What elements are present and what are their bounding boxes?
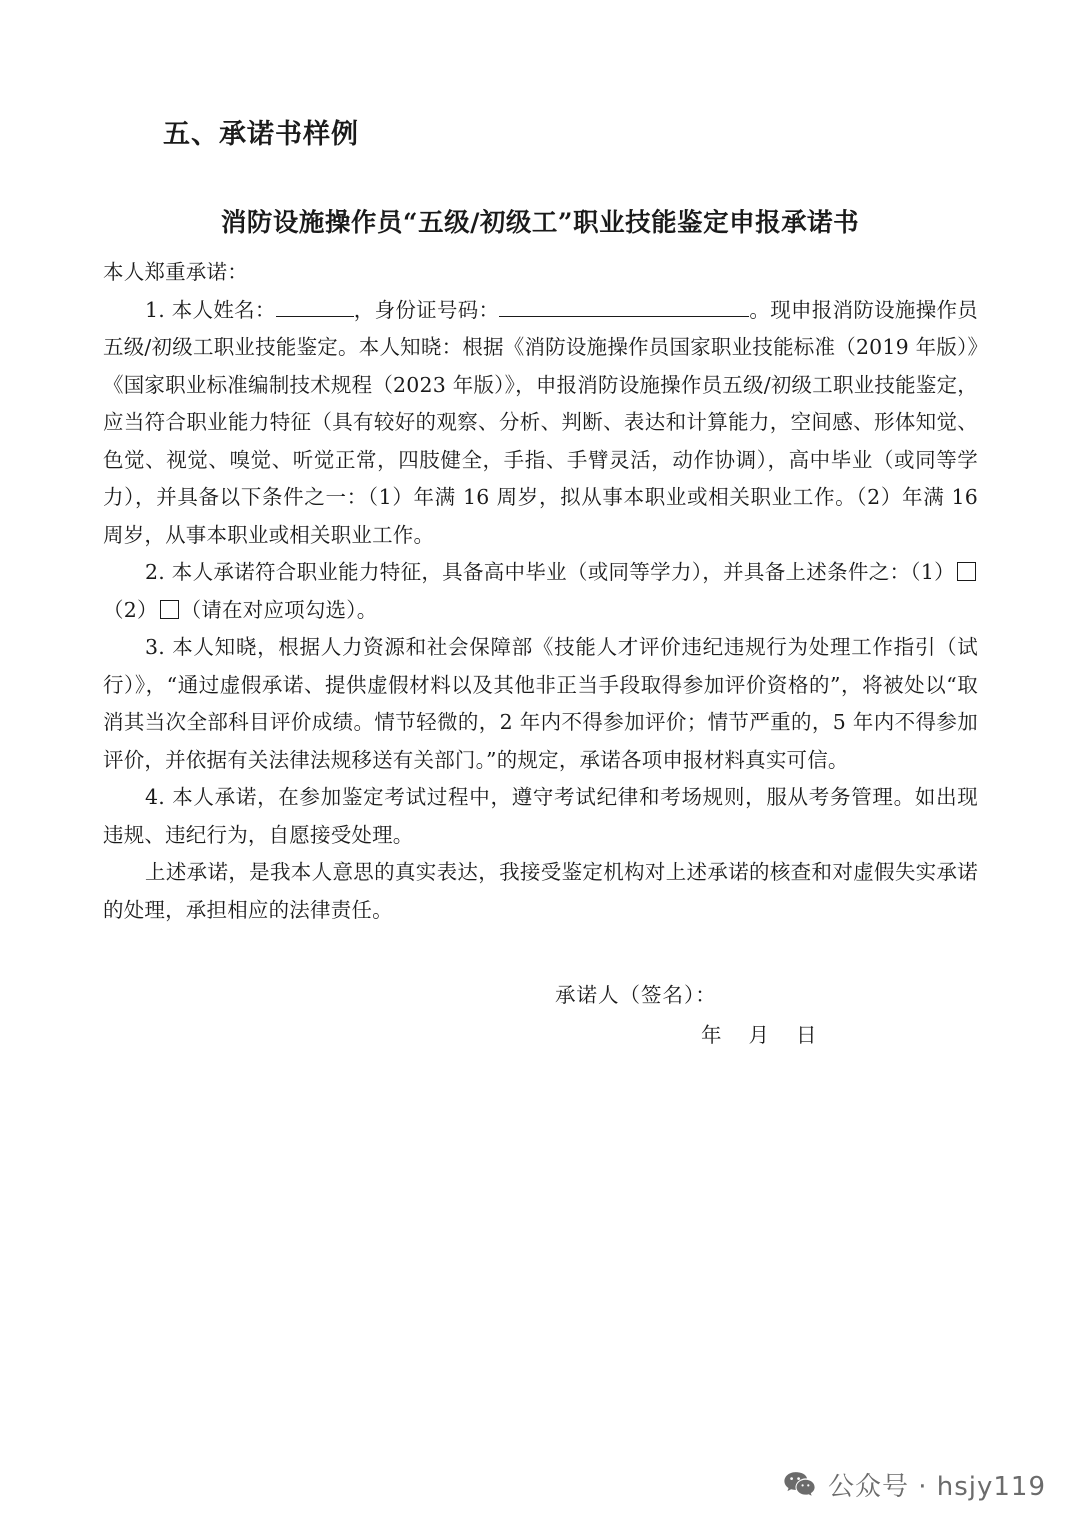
closing-paragraph: 上述承诺，是我本人意思的真实表达，我接受鉴定机构对上述承诺的核查和对虚假失实承诺的处理，承担相应的法律责任。: [103, 860, 978, 922]
wechat-icon: [782, 1468, 816, 1502]
clause-1-text-b: ，身份证号码：: [353, 297, 500, 322]
clause-2-text-a: 2. 本人承诺符合职业能力特征，具备高中毕业（或同等学力），并具备上述条件之：（1）: [145, 560, 955, 584]
date-year-label: 年: [701, 1023, 723, 1047]
clause-1: [103, 292, 978, 555]
clause-4: 4. 本人承诺，在参加鉴定考试过程中，遵守考试纪律和考场规则，服从考务管理。如出现违规、违纪行为，自愿接受处理。: [103, 785, 978, 847]
name-blank-field[interactable]: [276, 297, 354, 317]
section-heading: 五、承诺书样例: [163, 119, 359, 150]
document-title: 消防设施操作员“五级/初级工”职业技能鉴定申报承诺书: [220, 208, 860, 238]
clause-1-text-a: 1. 本人姓名：: [145, 297, 276, 322]
document-body: [103, 254, 978, 929]
watermark: [782, 1466, 1046, 1503]
clause-2-text-b: （2）: [103, 597, 158, 622]
clause-2-text-c: （请在对应项勾选）。: [180, 597, 378, 622]
checkbox-option-1[interactable]: [957, 562, 976, 581]
clause-1-text-c: 。现申报消防设施操作员五级/初级工职业技能鉴定。本人知晓：根据《消防设施操作员国家职业技能标准（2019 年版）》《国家职业标准编制技术规程（2023 年版）》，申报消防设施操作员五级/初级工职业技能鉴定，应当符合职业能力特征（具有较好的观察、分析、判断、表达和计算能力，空间感、形体知觉、色觉、视觉、嗅觉、听觉正常，四肢健全，手指、手臂灵活，动作协调），高中毕业（或同等学力），并具备以下条件之一：（1）年满 16 周岁，拟从事本职业或相关职业工作。（2）年满 16 周岁，从事本职业或相关职业工作。: [103, 297, 978, 547]
id-number-blank-field[interactable]: [499, 297, 749, 317]
signature-label: 承诺人（签名）：: [555, 983, 717, 1007]
watermark-text: 公众号 · hsjy119: [827, 1472, 1046, 1502]
clause-2: [103, 554, 978, 629]
date-line: [103, 1015, 978, 1055]
checkbox-option-2[interactable]: [160, 600, 179, 619]
signature-block: [103, 975, 978, 1055]
date-day-label: 日: [796, 1023, 818, 1047]
date-month-label: 月: [748, 1023, 770, 1047]
clause-3: 3. 本人知晓，根据人力资源和社会保障部《技能人才评价违纪违规行为处理工作指引（试行）》，“通过虚假承诺、提供虚假材料以及其他非正当手段取得参加评价资格的”，将被处以“取消其当次全部科目评价成绩。情节轻微的，2 年内不得参加评价；情节严重的，5 年内不得参加评价，并依据有关法律法规移送有关部门。”的规定，承诺各项申报材料真实可信。: [103, 635, 978, 772]
lead-paragraph: 本人郑重承诺：: [103, 260, 248, 284]
